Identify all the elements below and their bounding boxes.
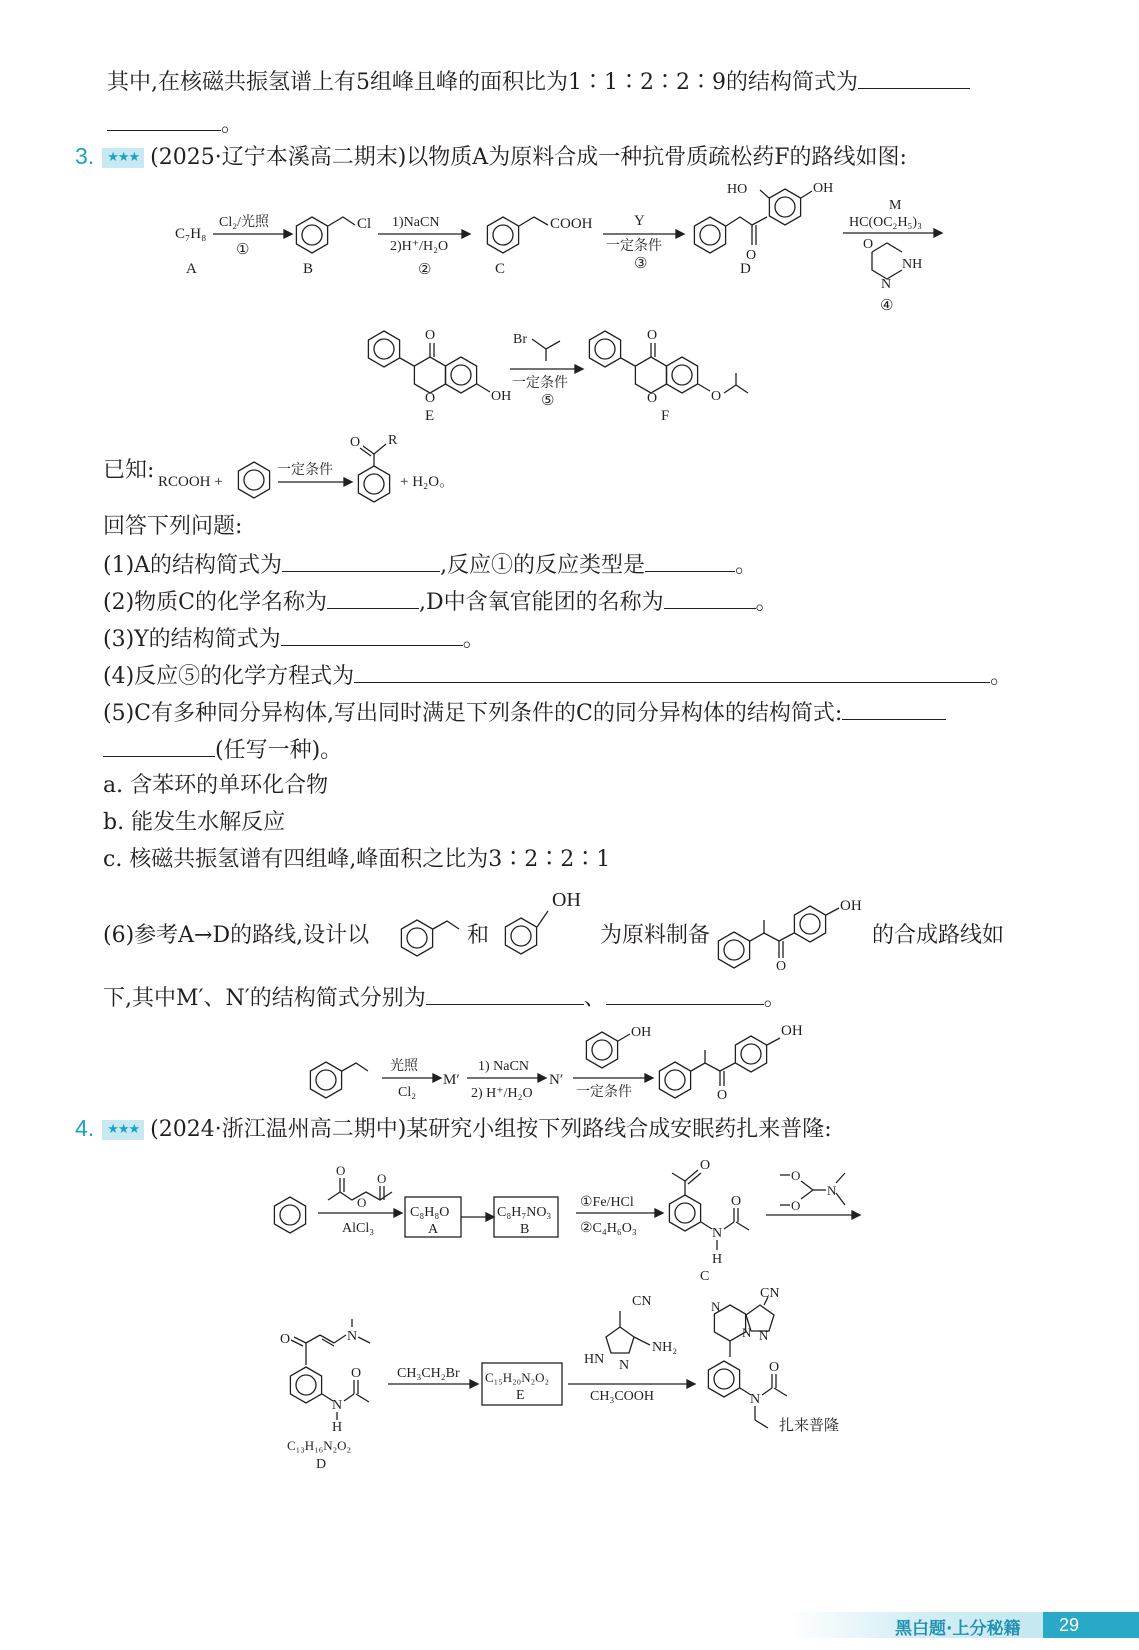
answer-blank[interactable] xyxy=(327,586,419,609)
sub-question-4 xyxy=(103,660,1012,692)
answer-blank[interactable] xyxy=(645,549,735,572)
C-label: C xyxy=(495,261,506,277)
solvent: CH₃COOH xyxy=(590,1389,654,1404)
atom-R: R xyxy=(388,433,398,448)
hydroxyl-group: OH xyxy=(631,1025,652,1040)
answer-blank[interactable] xyxy=(842,697,946,720)
answer-prompt: 回答下列问题: xyxy=(103,514,243,539)
reagent: 1)NaCN xyxy=(392,215,440,230)
sub-question-6-b: 为原料制备 xyxy=(600,923,711,948)
difficulty-stars: ★★★ xyxy=(102,1120,144,1140)
E-label: E xyxy=(516,1388,525,1403)
atom-N: N xyxy=(881,277,892,292)
benzene-ring xyxy=(310,1062,341,1098)
benzene-ring xyxy=(358,466,389,502)
step-number: ② xyxy=(418,262,432,278)
step-number: ④ xyxy=(880,298,894,314)
benzene-ring xyxy=(586,1032,617,1068)
benzene-ring xyxy=(401,920,432,956)
benzene-ring xyxy=(505,918,536,954)
period: 。 xyxy=(221,112,244,137)
benzene-ring xyxy=(694,217,725,253)
answer-blank[interactable] xyxy=(426,982,584,1005)
atom-H: H xyxy=(332,1420,343,1435)
F-label: F xyxy=(661,408,670,424)
benzene-ring xyxy=(669,1195,700,1231)
benzene-ring xyxy=(445,357,476,393)
intro-line xyxy=(107,66,970,98)
atom-O: O xyxy=(351,1366,362,1381)
page-number: 29 xyxy=(1043,1612,1139,1638)
step-number: ① xyxy=(236,242,250,258)
A-label: A xyxy=(186,261,197,277)
atom-O: O xyxy=(711,389,722,404)
known-label: 已知: xyxy=(103,458,155,483)
sub-question-6-line2 xyxy=(103,982,786,1014)
atom-O: O xyxy=(425,391,436,406)
intermediate-M-prime: M′ xyxy=(443,1072,460,1088)
q3-scheme-row1 xyxy=(0,175,1139,335)
reagent: HC(OC₂H₅)₃ xyxy=(849,215,922,230)
A-formula: C₈H₈O xyxy=(410,1205,450,1220)
prompt: (5)C有多种同分异构体,写出同时满足下列条件的C的同分异构体的结构简式: xyxy=(103,701,843,726)
benzene-ring xyxy=(718,932,749,968)
reagent: Cl₂ xyxy=(398,1085,417,1100)
D-formula: C₁₃H₁₆N₂O₂ xyxy=(287,1438,352,1453)
atom-NH: NH xyxy=(902,257,923,272)
cyano-group: CN xyxy=(632,1294,652,1309)
reagent: Y xyxy=(634,213,645,229)
hydroxyl-group: OH xyxy=(781,1023,803,1039)
sub-question-2 xyxy=(103,586,778,618)
intro-line-2 xyxy=(107,108,243,140)
prompt: (3)Y的结构简式为 xyxy=(103,627,281,652)
benzene-ring xyxy=(659,1062,690,1098)
period: 。 xyxy=(462,627,485,652)
atom-O: O xyxy=(425,328,436,343)
D-label: D xyxy=(740,261,751,277)
phenol-structure xyxy=(496,884,596,964)
hydroxyl-group: OH xyxy=(813,181,834,196)
atom-N: N xyxy=(742,1325,752,1340)
answer-blank[interactable] xyxy=(858,66,970,89)
answer-blank[interactable] xyxy=(282,549,440,572)
q4-scheme-row2 xyxy=(0,1285,1139,1475)
sub-question-6-and: 和 xyxy=(467,923,490,948)
atom-N: N xyxy=(750,1392,761,1407)
atom-O: O xyxy=(776,959,787,974)
prompt: ,D中含氧官能团的名称为 xyxy=(419,590,664,615)
pyrazole-ring xyxy=(606,1327,634,1353)
atom-N: N xyxy=(759,1328,769,1343)
reagent: ①Fe/HCl xyxy=(580,1195,634,1210)
condition: 一定条件 xyxy=(512,376,568,391)
atom-O: O xyxy=(700,1158,711,1173)
reagent: 2) H⁺/H₂O xyxy=(471,1086,533,1101)
prompt: (4)反应⑤的化学方程式为 xyxy=(103,664,355,689)
condition-b: b. 能发生水解反应 xyxy=(103,810,286,835)
benzene-ring xyxy=(589,331,620,367)
question-stem: (2024·浙江温州高二期中)某研究小组按下列路线合成安眠药扎来普隆: xyxy=(150,1117,832,1142)
condition-c: c. 核磁共振氢谱有四组峰,峰面积之比为3∶2∶2∶1 xyxy=(103,847,611,872)
answer-blank[interactable] xyxy=(107,108,221,131)
reagent: Cl₂/光照 xyxy=(219,215,269,230)
atom-N: N xyxy=(332,1398,343,1413)
answer-blank[interactable] xyxy=(606,982,764,1005)
atom-O: O xyxy=(350,435,361,450)
atom-H: H xyxy=(712,1252,723,1267)
answer-blank[interactable] xyxy=(354,660,990,683)
sub-question-5-cont xyxy=(103,734,342,766)
condition: 一定条件 xyxy=(576,1085,632,1100)
chloro-group: Cl xyxy=(357,216,372,232)
answer-blank[interactable] xyxy=(664,586,756,609)
separator: 、 xyxy=(583,986,606,1011)
cyano-group: CN xyxy=(760,1286,780,1301)
atom-N: N xyxy=(619,1358,630,1373)
atom-O: O xyxy=(280,1332,291,1347)
E-formula: C₁₅H₂₀N₂O₂ xyxy=(485,1370,550,1385)
atom-O: O xyxy=(746,248,757,263)
atom-O: O xyxy=(769,1360,780,1375)
q4-scheme-row1 xyxy=(0,1145,1139,1285)
atom-O: O xyxy=(647,391,658,406)
benzene-ring xyxy=(238,462,269,498)
benzene-ring xyxy=(274,1197,305,1233)
morpholine-ring xyxy=(872,243,902,279)
sub-question-6-a: (6)参考A→D的路线,设计以 xyxy=(103,923,370,948)
q3-stem xyxy=(75,141,907,173)
hydroxyl-group: OH xyxy=(491,389,512,404)
atom-O: O xyxy=(647,328,658,343)
condition: 光照 xyxy=(390,1059,418,1074)
prompt: (任写一种)。 xyxy=(215,738,343,763)
step-number: ③ xyxy=(634,256,648,272)
B-formula: C₈H₇NO₃ xyxy=(497,1205,552,1220)
chromone-core xyxy=(635,357,666,393)
condition-a: a. 含苯环的单环化合物 xyxy=(103,773,329,798)
sub-question-6-c: 的合成路线如 xyxy=(872,923,1005,948)
benzene-ring xyxy=(666,357,697,393)
ethylbenzene-structure xyxy=(395,906,475,966)
question-number: 3. xyxy=(75,143,95,169)
D-label: D xyxy=(316,1457,327,1472)
prompt: (1)A的结构简式为 xyxy=(103,553,283,578)
difficulty-stars: ★★★ xyxy=(102,148,144,168)
atom-N: N xyxy=(711,1299,721,1314)
C-label: C xyxy=(700,1269,710,1284)
condition: 一定条件 xyxy=(606,239,662,254)
benzene-ring xyxy=(290,1367,321,1403)
atom-O: O xyxy=(717,1088,728,1103)
question-stem: (2025·辽宁本溪高二期末)以物质A为原料合成一种抗骨质疏松药F的路线如图: xyxy=(150,145,907,170)
benzene-ring xyxy=(368,331,399,367)
atom-NH: HN xyxy=(584,1352,605,1367)
atom-O: O xyxy=(377,1171,387,1186)
hydroxyl-group: OH xyxy=(552,889,581,911)
A-label: A xyxy=(428,1222,439,1237)
reagent: 1) NaCN xyxy=(478,1059,529,1074)
benzene-ring xyxy=(769,189,800,225)
known-reaction xyxy=(150,428,650,518)
hydroxyl-group: OH xyxy=(840,898,862,914)
reagent: CH₃CH₂Br xyxy=(397,1366,460,1381)
footer-title: 黑白题·上分秘籍 xyxy=(895,1619,1021,1639)
reactant: RCOOH + xyxy=(158,474,223,490)
answer-blank[interactable] xyxy=(281,623,463,646)
route-6-scheme xyxy=(0,1020,1139,1110)
carboxyl-group: COOH xyxy=(550,216,593,232)
answer-blank[interactable] xyxy=(103,734,215,757)
intro-text: 其中,在核磁共振氢谱上有5组峰且峰的面积比为1∶1∶2∶2∶9的结构简式为 xyxy=(107,70,858,95)
product-name: 扎来普隆 xyxy=(779,1418,840,1434)
period: 。 xyxy=(990,664,1013,689)
prompt: ,反应①的反应类型是 xyxy=(440,553,646,578)
atom-O: O xyxy=(731,1194,742,1209)
E-label: E xyxy=(425,408,435,424)
atom-O: O xyxy=(357,1195,367,1210)
benzene-ring xyxy=(487,217,518,253)
atom-N: N xyxy=(347,1329,358,1344)
prompt: (2)物质C的化学名称为 xyxy=(103,590,327,615)
chromone-core xyxy=(414,357,445,393)
reagent: AlCl₃ xyxy=(342,1221,375,1236)
reagent: ②C₄H₆O₃ xyxy=(580,1221,637,1236)
sub-question-1 xyxy=(103,549,757,581)
target-product-structure xyxy=(712,890,872,980)
product: + H₂O。 xyxy=(400,474,455,490)
period: 。 xyxy=(763,986,786,1011)
reagent-M: M xyxy=(889,198,902,213)
period: 。 xyxy=(755,590,778,615)
question-number: 4. xyxy=(75,1115,95,1141)
q4-stem xyxy=(75,1113,832,1145)
atom-O: O xyxy=(791,1198,801,1213)
atom-N: N xyxy=(712,1226,723,1241)
benzene-ring xyxy=(296,217,327,253)
A-formula: C₇H₈ xyxy=(175,226,207,242)
amino-group: NH₂ xyxy=(652,1340,678,1355)
B-label: B xyxy=(303,261,314,277)
benzene-ring xyxy=(708,1361,739,1397)
atom-Br: Br xyxy=(513,332,527,347)
B-label: B xyxy=(520,1222,530,1237)
benzene-ring xyxy=(794,906,825,942)
hydroxyl-group: HO xyxy=(727,182,748,197)
intermediate-N-prime: N′ xyxy=(549,1072,564,1088)
sub-question-3 xyxy=(103,623,485,655)
step-number: ⑤ xyxy=(541,393,555,409)
q3-scheme-row2 xyxy=(0,325,1139,425)
period: 。 xyxy=(735,553,758,578)
atom-N: N xyxy=(827,1183,837,1198)
benzene-ring xyxy=(735,1036,766,1072)
atom-O: O xyxy=(863,237,874,252)
atom-O: O xyxy=(791,1168,801,1183)
condition: 一定条件 xyxy=(277,463,333,478)
sub-question-5 xyxy=(103,697,946,729)
reagent: 2)H⁺/H₂O xyxy=(390,239,449,254)
atom-O: O xyxy=(336,1163,346,1178)
prompt: 下,其中M′、N′的结构简式分别为 xyxy=(103,986,426,1011)
